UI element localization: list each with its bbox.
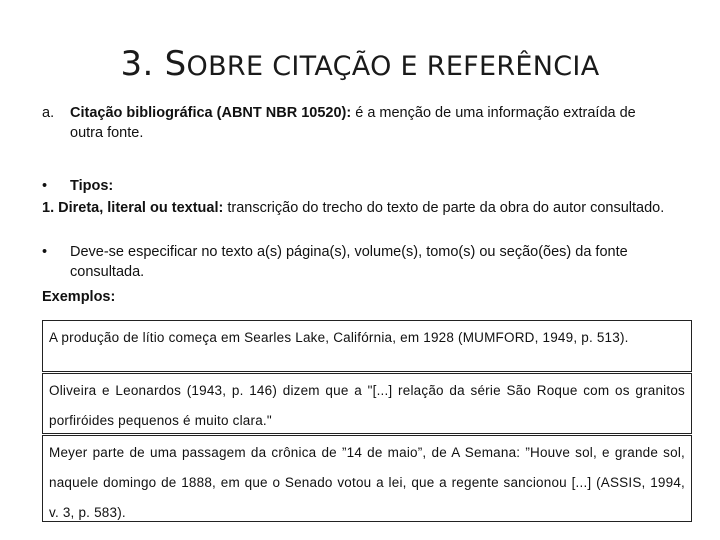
exemplos-label: Exemplos: — [42, 289, 116, 305]
specification-line1: Deve-se especificar no texto a(s) página(s), volume(s), tomo(s) ou seção(ões) da fonte — [70, 244, 628, 260]
title-prefix: 3. S — [120, 44, 187, 84]
item-a-text-line2: outra fonte. — [70, 125, 144, 141]
item-a — [42, 103, 674, 143]
tipos-line — [42, 176, 674, 196]
slide-title — [0, 44, 720, 84]
title-rest: OBRE CITAÇÃO E REFERÊNCIA — [186, 51, 600, 82]
item-a-label: a. — [42, 105, 55, 121]
tipo-1 — [42, 198, 674, 218]
tipo-1-text: transcrição do trecho do texto de parte da obra do autor consultado. — [223, 200, 665, 216]
specification-line2: consultada. — [70, 264, 145, 280]
bullet-icon: • — [42, 244, 48, 260]
tipos-label: Tipos: — [70, 178, 114, 194]
bullet-icon: • — [42, 178, 48, 194]
item-a-text-line1: é a menção de uma informação extraída de — [351, 105, 636, 121]
example-box-1: A produção de lítio começa em Searles Lake, Califórnia, em 1928 (MUMFORD, 1949, p. 513). — [42, 320, 692, 372]
example-box-3: Meyer parte de uma passagem da crônica de ”14 de maio”, de A Semana: ”Houve sol, e grande sol, naquele domingo de 1888, em que o Senado votou a lei, que a regente sancionou [...] (ASSIS, 1994, v. 3, p. 583). — [42, 435, 692, 522]
item-a-term: Citação bibliográfica (ABNT NBR 10520): — [70, 105, 352, 121]
specification-note — [42, 242, 674, 282]
example-box-2: Oliveira e Leonardos (1943, p. 146) dizem que a "[...] relação da série São Roque com os granitos porfiróides pequenos é muito clara." — [42, 373, 692, 434]
tipo-1-term: 1. Direta, literal ou textual: — [42, 200, 224, 216]
